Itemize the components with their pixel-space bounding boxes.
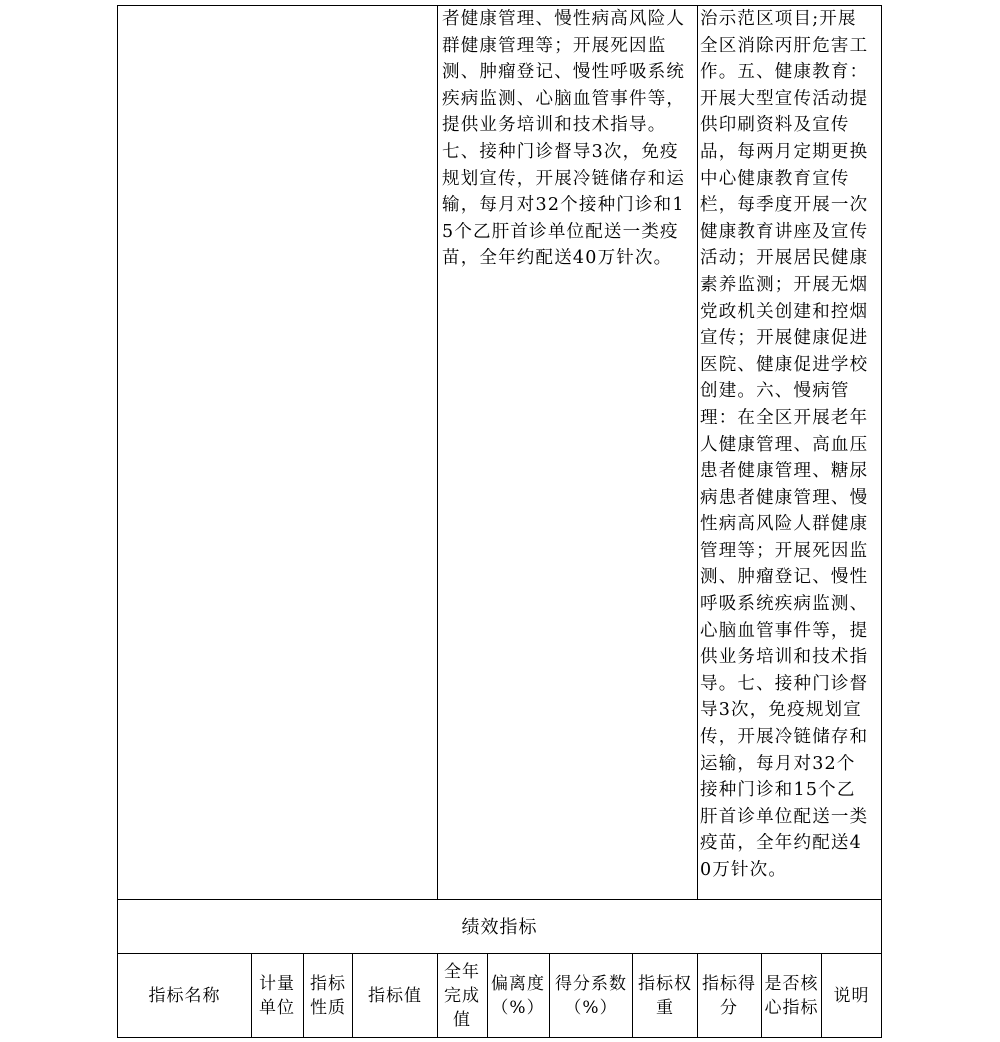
table-border-left bbox=[117, 5, 118, 1038]
header-divider bbox=[632, 953, 633, 1038]
header-divider bbox=[303, 953, 304, 1038]
header-indicator-name: 指标名称 bbox=[148, 985, 221, 1006]
header-weight: 指标权重 bbox=[638, 973, 692, 1018]
header-deviation: 偏离度（%） bbox=[491, 973, 545, 1018]
table-border-right bbox=[881, 5, 882, 1038]
header-score: 指标得分 bbox=[702, 973, 756, 1018]
table-border-bottom bbox=[117, 1037, 882, 1038]
header-score-coefficient: 得分系数（%） bbox=[555, 973, 627, 1018]
header-nature: 指标性质 bbox=[310, 973, 346, 1018]
cell-middle-text: 者健康管理、慢性病高风险人群健康管理等；开展死因监测、肿瘤登记、慢性呼吸系统疾病监测、心脑血管事件等，提供业务培训和技术指导。七、接种门诊督导3次，免疫规划宣传，开展冷链储存和运输，每月对32个接种门诊和15个乙肝首诊单位配送一类疫苗，全年约配送40万针次。 bbox=[442, 9, 686, 269]
table-divider-mid-right bbox=[697, 5, 698, 899]
header-divider bbox=[697, 953, 698, 1038]
header-divider bbox=[549, 953, 550, 1038]
table-divider-mid-left bbox=[437, 5, 438, 899]
section-title-performance-indicators: 绩效指标 bbox=[461, 917, 538, 938]
header-note: 说明 bbox=[833, 985, 870, 1006]
header-divider bbox=[487, 953, 488, 1038]
header-annual-completed: 全年完成值 bbox=[444, 961, 480, 1030]
header-divider bbox=[761, 953, 762, 1038]
header-unit: 计量单位 bbox=[259, 973, 295, 1018]
header-divider bbox=[437, 953, 438, 1038]
cell-right-text: 治示范区项目;开展全区消除丙肝危害工作。五、健康教育：开展大型宣传活动提供印刷资料及宣传品，每两月定期更换中心健康教育宣传栏，每季度开展一次健康教育讲座及宣传活动；开展居民健康素养监测；开展无烟党政机关创建和控烟宣传；开展健康促进医院、健康促进学校创建。六、慢病管理：在全区开展老年人健康管理、高血压患者健康管理、糖尿病患者健康管理、慢性病高风险人群健康管理等；开展死因监测、肿瘤登记、慢性呼吸系统疾病监测、心脑血管事件等，提供业务培训和技术指导。七、接种门诊督导3次，免疫规划宣传，开展冷链储存和运输，每月对32个接种门诊和15个乙肝首诊单位配送一类疫苗，全年约配送40万针次。 bbox=[700, 9, 869, 880]
header-divider bbox=[251, 953, 252, 1038]
header-is-core: 是否核心指标 bbox=[764, 973, 819, 1018]
header-value: 指标值 bbox=[368, 985, 422, 1006]
